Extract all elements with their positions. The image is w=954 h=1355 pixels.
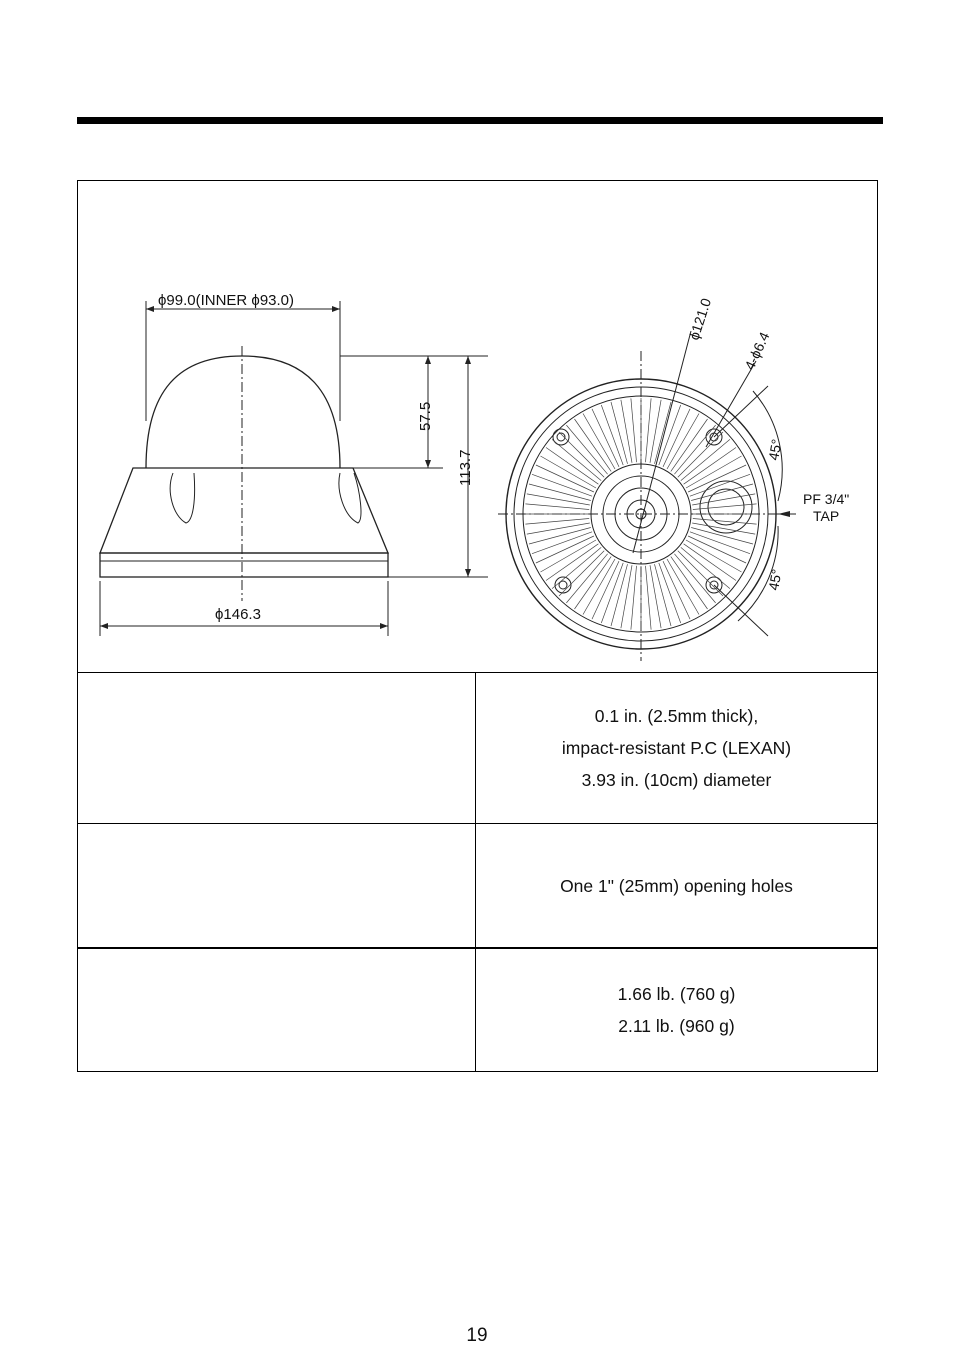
fin-line — [525, 519, 589, 525]
fin-line — [671, 557, 708, 609]
spec-table — [77, 180, 878, 1072]
lower-angle-label: 45° — [765, 567, 785, 592]
fin-line — [674, 425, 715, 474]
spec-value — [476, 673, 877, 823]
fin-line — [681, 439, 730, 480]
spec-value — [476, 949, 877, 1071]
spec-row — [78, 949, 877, 1071]
spec-value — [476, 824, 877, 947]
camera-dimension-diagram — [78, 181, 877, 672]
spec-label — [78, 949, 476, 1071]
spec-value-line: 3.93 in. (10cm) diameter — [581, 770, 772, 790]
tap-label-line2: TAP — [813, 508, 840, 524]
dome-diameter-label: ϕ99.0(INNER ϕ93.0) — [158, 292, 295, 309]
tap-label-line1: PF 3/4" — [803, 491, 850, 507]
mount-holes-label: 4-ϕ6.4 — [741, 329, 773, 373]
base-diameter-label: ϕ146.3 — [215, 606, 261, 623]
fin-line — [650, 565, 661, 628]
fin-line — [621, 400, 632, 463]
fin-line — [671, 419, 708, 471]
spec-value-line: 1.66 lb. (760 g) — [617, 984, 736, 1004]
fin-line — [575, 557, 612, 609]
fin-line — [546, 544, 598, 581]
fin-line — [631, 566, 637, 630]
upper-angle-label: 45° — [765, 437, 785, 462]
fin-line — [552, 547, 601, 588]
fin-line — [692, 494, 755, 505]
spec-label — [78, 673, 476, 823]
fin-line — [684, 544, 736, 581]
fin-line — [527, 523, 590, 534]
fin-line — [693, 504, 757, 510]
bolt-circle-label: ϕ121.0 — [685, 296, 715, 342]
fin-line — [693, 519, 757, 525]
fin-line — [566, 425, 607, 474]
spec-label — [78, 824, 476, 947]
spec-row — [78, 673, 877, 824]
spec-row — [78, 824, 877, 949]
spec-value-line: 0.1 in. (2.5mm thick), — [594, 706, 759, 726]
total-height-label: 113.7 — [457, 449, 474, 486]
fin-line — [552, 439, 601, 480]
header-rule — [77, 117, 883, 124]
fin-line — [681, 547, 730, 588]
page-number: 19 — [466, 1325, 488, 1346]
dimension-drawing — [78, 181, 877, 673]
fin-line — [525, 504, 589, 510]
spec-value-line: impact-resistant P.C (LEXAN) — [561, 738, 792, 758]
fin-line — [527, 494, 590, 505]
fin-line — [621, 565, 632, 628]
fin-line — [631, 398, 637, 462]
spec-value-line: 2.11 lb. (960 g) — [618, 1016, 735, 1036]
spec-value-line: One 1" (25mm) opening holes — [560, 875, 793, 896]
fin-line — [566, 554, 607, 603]
dome-height-label: 57.5 — [417, 401, 434, 431]
fin-line — [546, 448, 598, 485]
fin-line — [575, 419, 612, 471]
fin-line — [646, 566, 652, 630]
fin-line — [646, 398, 652, 462]
fin-line — [684, 448, 736, 485]
